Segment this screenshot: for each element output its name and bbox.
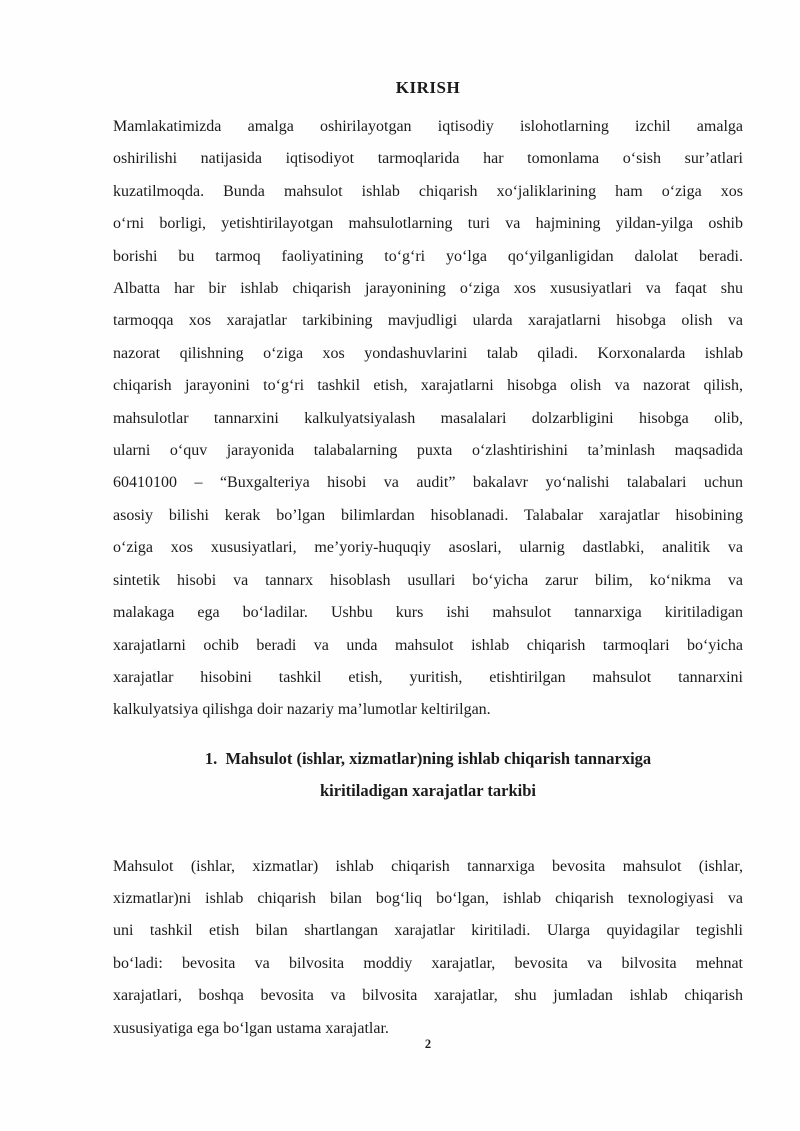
text-line: o‘ziga xos xususiyatlari, me’yoriy-huquqiy asoslari, ularnig dastlabki, analitik va bbox=[113, 539, 743, 557]
text-line: kiritiladigan xarajatlar tarkibi bbox=[319, 781, 537, 801]
text-line: mahsulotlar tannarxini kalkulyatsiyalash masalalari dolzarbligini hisobga olib, bbox=[113, 409, 743, 427]
text-line: o‘rni borligi, yetishtirilayotgan mahsulotlarning turi va hajmining yildan-yilga oshib bbox=[113, 215, 743, 233]
text-line: borishi bu tarmoq faoliyatining to‘g‘ri yo‘lga qo‘yilganligidan dalolat beradi. bbox=[113, 247, 743, 265]
intro-paragraph bbox=[113, 111, 743, 727]
text-line: kalkulyatsiya qilishga doir nazariy ma’lumotlar keltirilgan. bbox=[113, 701, 491, 719]
page-number: 2 bbox=[424, 1037, 432, 1051]
body-paragraph bbox=[113, 851, 743, 1045]
text-line: Albatta har bir ishlab chiqarish jarayonining o‘ziga xos xususiyatlari va faqat shu bbox=[113, 280, 743, 298]
text-line: bo‘ladi: bevosita va bilvosita moddiy xarajatlar, bevosita va bilvosita mehnat bbox=[113, 954, 743, 972]
text-line: xususiyatiga ega bo‘lgan ustama xarajatlar. bbox=[113, 1019, 389, 1037]
text-line: xizmatlar)ni ishlab chiqarish bilan bog‘liq bo‘lgan, ishlab chiqarish texnologiyasi va bbox=[113, 889, 743, 907]
page-title: KIRISH bbox=[395, 78, 461, 97]
text-line: uni tashkil etish bilan shartlangan xarajatlar kiritiladi. Ularga quyidagilar tegishli bbox=[113, 922, 743, 940]
text-line: sintetik hisobi va tannarx hisoblash usullari bo‘yicha zarur bilim, ko‘nikma va bbox=[113, 571, 743, 589]
text-line: Mamlakatimizda amalga oshirilayotgan iqtisodiy islohotlarning izchil amalga bbox=[113, 118, 743, 135]
text-line: xarajatlarni ochib beradi va unda mahsulot ishlab chiqarish tarmoqlari bo‘yicha bbox=[113, 636, 743, 654]
text-line: oshirilishi natijasida iqtisodiyot tarmoqlarida har tomonlama o‘sish sur’atlari bbox=[113, 150, 743, 168]
text-line: ularni o‘quv jarayonida talabalarning puxta o‘zlashtirishini ta’minlash maqsadida bbox=[113, 442, 743, 460]
text-line: asosiy bilishi kerak bo’lgan bilimlardan hisoblanadi. Talabalar xarajatlar hisobining bbox=[113, 506, 743, 524]
text-line: tarmoqqa xos xarajatlar tarkibining mavjudligi ularda xarajatlarni hisobga olish va bbox=[113, 312, 743, 330]
section-heading bbox=[113, 743, 743, 808]
text-line: kuzatilmoqda. Bunda mahsulot ishlab chiqarish xo‘jaliklarining ham o‘ziga xos bbox=[113, 182, 743, 200]
text-line: xarajatlari, boshqa bevosita va bilvosita xarajatlar, shu jumladan ishlab chiqarish bbox=[113, 987, 743, 1005]
text-line: 1. Mahsulot (ishlar, xizmatlar)ning ishlab chiqarish tannarxiga bbox=[204, 748, 652, 768]
text-line: nazorat qilishning o‘ziga xos yondashuvlarini talab qiladi. Korxonalarda ishlab bbox=[113, 344, 743, 362]
text-line: 60410100 – “Buxgalteriya hisobi va audit” bakalavr yo‘nalishi talabalari uchun bbox=[113, 474, 743, 492]
text-line: xarajatlar hisobini tashkil etish, yuritish, etishtirilgan mahsulot tannarxini bbox=[113, 668, 743, 686]
text-line: chiqarish jarayonini to‘g‘ri tashkil etish, xarajatlarni hisobga olish va nazorat qilish, bbox=[113, 377, 743, 395]
text-line: malakaga ega bo‘ladilar. Ushbu kurs ishi mahsulot tannarxiga kiritiladigan bbox=[113, 604, 743, 622]
text-line: Mahsulot (ishlar, xizmatlar) ishlab chiqarish tannarxiga bevosita mahsulot (ishlar, bbox=[113, 857, 743, 875]
